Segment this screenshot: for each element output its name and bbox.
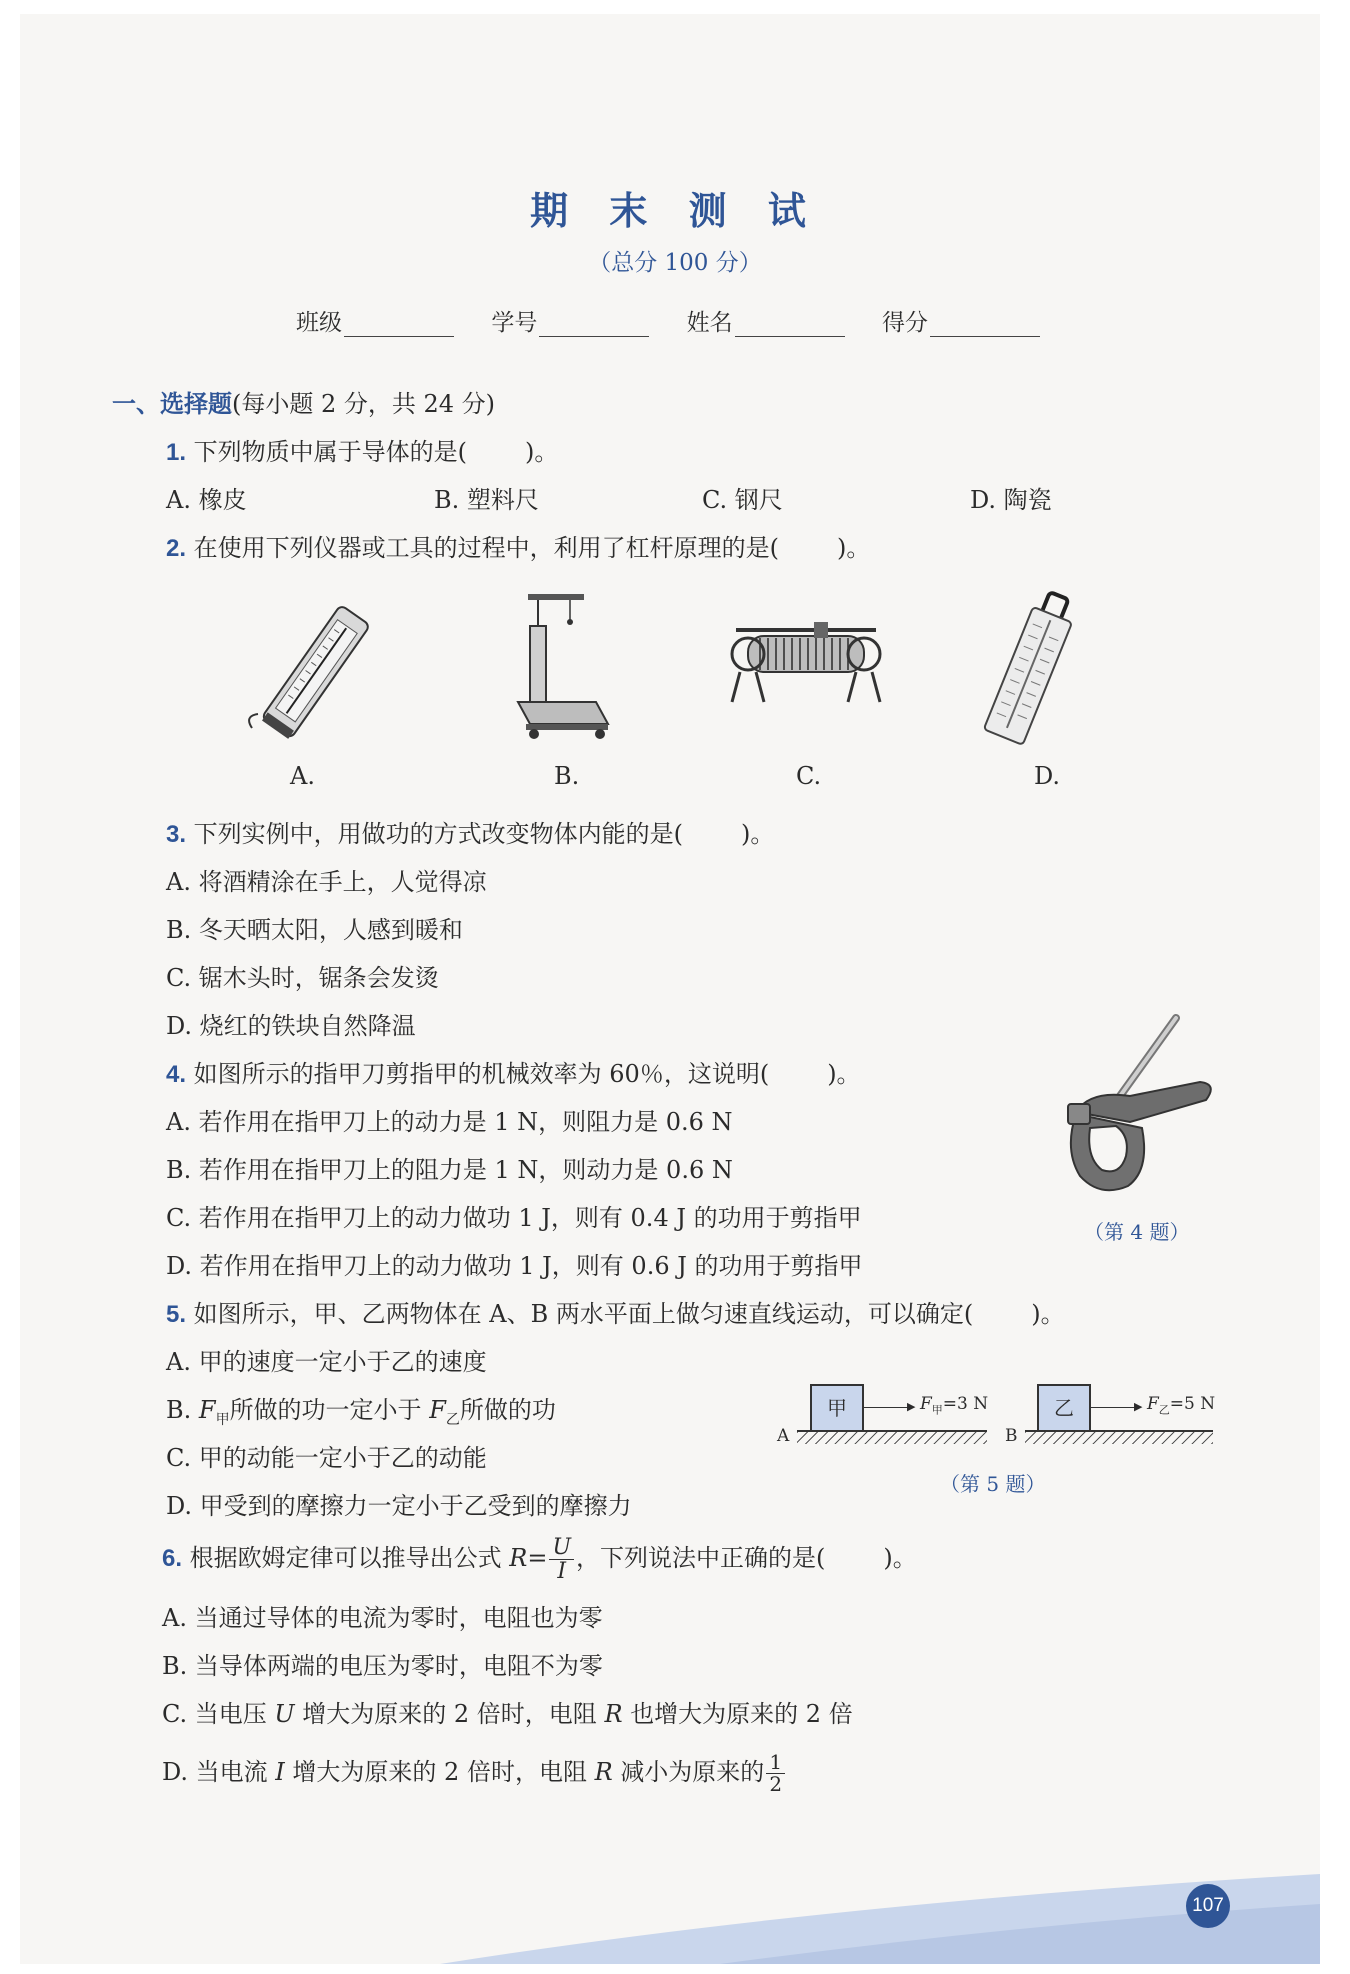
force-symbol: F bbox=[429, 1396, 446, 1424]
question-end: )。 bbox=[741, 820, 775, 848]
question-number: 2. bbox=[166, 535, 187, 562]
image-label-a: A. bbox=[290, 762, 315, 790]
question-stem: 如图所示，甲、乙两物体在 A、B 两水平面上做匀速直线运动，可以确定( bbox=[193, 1300, 974, 1328]
surface-b-label: B bbox=[1005, 1426, 1018, 1446]
page-title: 期 末 测 试 bbox=[530, 189, 820, 233]
force-value-1: =3 N bbox=[942, 1394, 989, 1414]
question-stem: 如图所示的指甲刀剪指甲的机械效率为 60％，这说明( bbox=[193, 1060, 770, 1088]
field-score-label: 得分 bbox=[881, 310, 928, 336]
field-id-label: 学号 bbox=[491, 310, 538, 336]
fraction-numerator: 1 bbox=[766, 1752, 785, 1774]
option-text: D. 当电流 bbox=[162, 1758, 268, 1786]
force-arrow-2 bbox=[1091, 1407, 1139, 1408]
force-arrow-1 bbox=[864, 1407, 912, 1408]
q5-option-d[interactable]: D. 甲受到的摩擦力一定小于乙受到的摩擦力 bbox=[166, 1492, 632, 1520]
fraction-denominator: I bbox=[557, 1559, 567, 1584]
nail-clipper-image[interactable] bbox=[1050, 1010, 1220, 1200]
force-value-2: =5 N bbox=[1169, 1394, 1216, 1414]
q6-option-a[interactable]: A. 当通过导体的电流为零时，电阻也为零 bbox=[162, 1604, 603, 1632]
question-6 bbox=[162, 1528, 917, 1589]
q3-option-c[interactable]: C. 锯木头时，锯条会发烫 bbox=[166, 964, 439, 992]
q1-option-a[interactable]: A. 橡皮 bbox=[166, 486, 247, 514]
question-2 bbox=[166, 528, 870, 563]
q5-option-b[interactable] bbox=[166, 1390, 556, 1429]
question-number: 3. bbox=[166, 821, 187, 848]
fraction-denominator: 2 bbox=[769, 1772, 783, 1796]
section-note: (每小题 2 分，共 24 分) bbox=[232, 390, 496, 418]
option-text: 也增大为原来的 2 倍 bbox=[630, 1700, 853, 1728]
field-id-blank[interactable] bbox=[539, 310, 649, 337]
force-label-1 bbox=[920, 1394, 988, 1417]
block-jia: 甲 bbox=[810, 1384, 864, 1432]
option-text: 所做的功 bbox=[459, 1396, 556, 1424]
force-subscript: 乙 bbox=[445, 1411, 460, 1428]
r-symbol: R bbox=[604, 1700, 623, 1728]
q1-option-c[interactable]: C. 钢尺 bbox=[702, 486, 783, 514]
q4-caption: （第 4 题） bbox=[1084, 1220, 1190, 1244]
question-number: 1. bbox=[166, 439, 187, 466]
question-end: )。 bbox=[837, 534, 871, 562]
section-heading bbox=[112, 384, 495, 419]
field-score-blank[interactable] bbox=[930, 310, 1040, 337]
equals-sign: = bbox=[527, 1544, 548, 1572]
q6-option-c[interactable] bbox=[162, 1694, 853, 1729]
q4-option-c[interactable]: C. 若作用在指甲刀上的动力做功 1 J，则有 0.4 J 的功用于剪指甲 bbox=[166, 1204, 862, 1232]
thermometer-image[interactable] bbox=[980, 590, 1100, 750]
q5-option-c[interactable]: C. 甲的动能一定小于乙的动能 bbox=[166, 1444, 487, 1472]
q5-caption: （第 5 题） bbox=[940, 1472, 1046, 1496]
q4-option-a[interactable]: A. 若作用在指甲刀上的动力是 1 N，则阻力是 0.6 N bbox=[166, 1108, 733, 1136]
i-symbol: I bbox=[275, 1758, 285, 1786]
page-number: 107 bbox=[1186, 1884, 1230, 1928]
force-symbol: F bbox=[1147, 1394, 1159, 1414]
field-name-label: 姓名 bbox=[686, 310, 733, 336]
total-score: （总分 100 分） bbox=[588, 250, 762, 276]
q6-option-d[interactable] bbox=[162, 1742, 787, 1802]
field-class-blank[interactable] bbox=[344, 310, 454, 337]
fraction-numerator: U bbox=[549, 1536, 574, 1560]
q4-option-b[interactable]: B. 若作用在指甲刀上的阻力是 1 N，则动力是 0.6 N bbox=[166, 1156, 733, 1184]
question-end: )。 bbox=[883, 1544, 917, 1572]
r-symbol: R bbox=[594, 1758, 613, 1786]
surface-a bbox=[797, 1430, 987, 1444]
q5-option-a[interactable]: A. 甲的速度一定小于乙的速度 bbox=[166, 1348, 487, 1376]
force-subscript: 甲 bbox=[931, 1403, 943, 1417]
image-label-c: C. bbox=[796, 762, 822, 790]
option-text: C. 当电压 bbox=[162, 1700, 267, 1728]
option-letter: B. bbox=[166, 1396, 192, 1424]
option-text: 增大为原来的 2 倍时，电阻 bbox=[292, 1758, 587, 1786]
spring-scale-image[interactable] bbox=[240, 596, 390, 746]
q3-option-b[interactable]: B. 冬天晒太阳，人感到暖和 bbox=[166, 916, 463, 944]
question-end: )。 bbox=[525, 438, 559, 466]
q1-option-d[interactable]: D. 陶瓷 bbox=[970, 486, 1052, 514]
u-symbol: U bbox=[274, 1700, 295, 1728]
question-end: )。 bbox=[1031, 1300, 1065, 1328]
q3-option-a[interactable]: A. 将酒精涂在手上，人觉得凉 bbox=[166, 868, 487, 896]
question-number: 5. bbox=[166, 1301, 187, 1328]
q1-option-b[interactable]: B. 塑料尺 bbox=[434, 486, 539, 514]
q6-option-b[interactable]: B. 当导体两端的电压为零时，电阻不为零 bbox=[162, 1652, 603, 1680]
question-stem: 在使用下列仪器或工具的过程中，利用了杠杆原理的是( bbox=[193, 534, 780, 562]
force-subscript: 甲 bbox=[215, 1411, 230, 1428]
arrow-head-1: ▶ bbox=[907, 1400, 916, 1413]
q5-figure bbox=[775, 1384, 1215, 1450]
image-label-b: B. bbox=[554, 762, 580, 790]
section-label: 一、选择题 bbox=[112, 390, 232, 418]
arrow-head-2: ▶ bbox=[1134, 1400, 1143, 1413]
question-5 bbox=[166, 1294, 1065, 1329]
q4-option-d[interactable]: D. 若作用在指甲刀上的动力做功 1 J，则有 0.6 J 的功用于剪指甲 bbox=[166, 1252, 863, 1280]
option-text: 减小为原来的 bbox=[620, 1758, 765, 1786]
force-label-2 bbox=[1147, 1394, 1215, 1417]
question-3 bbox=[166, 814, 774, 849]
question-end: )。 bbox=[827, 1060, 861, 1088]
field-class-label: 班级 bbox=[296, 310, 342, 336]
question-stem: 下列实例中，用做功的方式改变物体内能的是( bbox=[193, 820, 684, 848]
r-symbol: R bbox=[509, 1544, 528, 1572]
force-symbol: F bbox=[198, 1396, 216, 1424]
question-number: 4. bbox=[166, 1061, 187, 1088]
field-name-blank[interactable] bbox=[735, 310, 845, 337]
q3-option-d[interactable]: D. 烧红的铁块自然降温 bbox=[166, 1012, 416, 1040]
force-symbol: F bbox=[920, 1394, 932, 1414]
ohm-fraction bbox=[549, 1536, 574, 1583]
block-yi: 乙 bbox=[1037, 1384, 1091, 1432]
question-1 bbox=[166, 432, 558, 467]
platform-scale-image[interactable] bbox=[508, 590, 618, 740]
image-label-d: D. bbox=[1034, 762, 1061, 790]
question-stem: 下列物质中属于导体的是( bbox=[193, 438, 468, 466]
surface-b bbox=[1025, 1430, 1213, 1444]
question-stem-2: ，下列说法中正确的是( bbox=[576, 1544, 826, 1572]
question-number: 6. bbox=[162, 1545, 183, 1572]
question-4 bbox=[166, 1054, 861, 1089]
rheostat-image[interactable] bbox=[726, 616, 886, 716]
option-text: 所做的功一定小于 bbox=[229, 1396, 422, 1424]
option-text: 增大为原来的 2 倍时，电阻 bbox=[302, 1700, 597, 1728]
half-fraction bbox=[766, 1752, 785, 1795]
footer-band bbox=[20, 1864, 1320, 1964]
question-stem: 根据欧姆定律可以推导出公式 bbox=[189, 1544, 502, 1572]
info-fields bbox=[296, 304, 1040, 337]
surface-a-label: A bbox=[777, 1426, 790, 1446]
force-subscript: 乙 bbox=[1158, 1403, 1170, 1417]
